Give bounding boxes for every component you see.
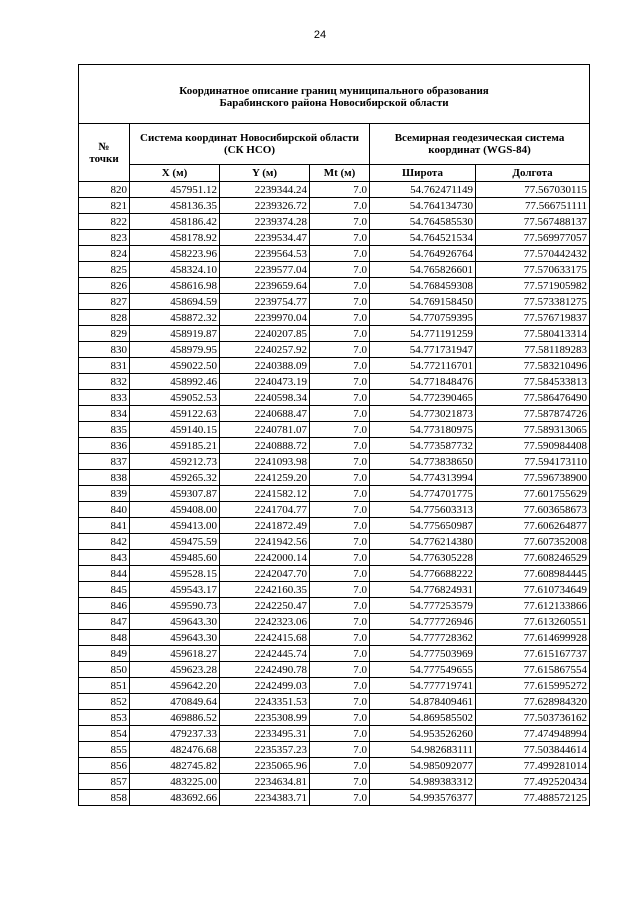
x-cell: 459265.32 [130, 470, 220, 486]
x-cell: 459212.73 [130, 454, 220, 470]
longitude-cell: 77.603658673 [476, 502, 590, 518]
longitude-cell: 77.499281014 [476, 758, 590, 774]
table-row [79, 262, 590, 278]
mt-cell: 7.0 [310, 182, 370, 198]
mt-cell: 7.0 [310, 742, 370, 758]
table-row [79, 662, 590, 678]
mt-cell: 7.0 [310, 454, 370, 470]
longitude-cell: 77.615995272 [476, 678, 590, 694]
latitude-cell: 54.774701775 [370, 486, 476, 502]
point-number-cell: 833 [79, 390, 130, 406]
x-cell: 459528.15 [130, 566, 220, 582]
table-body [79, 182, 590, 806]
mt-cell: 7.0 [310, 422, 370, 438]
x-cell: 459643.30 [130, 614, 220, 630]
latitude-cell: 54.771731947 [370, 342, 476, 358]
table-row [79, 502, 590, 518]
longitude-cell: 77.615867554 [476, 662, 590, 678]
table-row [79, 390, 590, 406]
longitude-cell: 77.573381275 [476, 294, 590, 310]
mt-cell: 7.0 [310, 198, 370, 214]
latitude-cell: 54.771191259 [370, 326, 476, 342]
longitude-cell: 77.594173110 [476, 454, 590, 470]
longitude-cell: 77.608246529 [476, 550, 590, 566]
x-cell: 479237.33 [130, 726, 220, 742]
mt-cell: 7.0 [310, 614, 370, 630]
longitude-cell: 77.566751111 [476, 198, 590, 214]
table-row [79, 710, 590, 726]
point-number-cell: 825 [79, 262, 130, 278]
point-number-cell: 821 [79, 198, 130, 214]
y-cell: 2240888.72 [220, 438, 310, 454]
table-row [79, 758, 590, 774]
y-cell: 2240781.07 [220, 422, 310, 438]
x-cell: 459485.60 [130, 550, 220, 566]
table-row [79, 310, 590, 326]
longitude-cell: 77.608984445 [476, 566, 590, 582]
point-number-cell: 847 [79, 614, 130, 630]
latitude-cell: 54.982683111 [370, 742, 476, 758]
longitude-cell: 77.492520434 [476, 774, 590, 790]
x-cell: 482476.68 [130, 742, 220, 758]
mt-cell: 7.0 [310, 278, 370, 294]
mt-cell: 7.0 [310, 294, 370, 310]
table-title-line1: Координатное описание границ муниципального образования [179, 85, 489, 97]
latitude-cell: 54.776305228 [370, 550, 476, 566]
mt-cell: 7.0 [310, 678, 370, 694]
table-row [79, 678, 590, 694]
x-cell: 483225.00 [130, 774, 220, 790]
mt-cell: 7.0 [310, 246, 370, 262]
mt-cell: 7.0 [310, 374, 370, 390]
y-cell: 2234383.71 [220, 790, 310, 806]
table-row [79, 486, 590, 502]
mt-cell: 7.0 [310, 534, 370, 550]
y-cell: 2239970.04 [220, 310, 310, 326]
latitude-cell: 54.777728362 [370, 630, 476, 646]
table-row [79, 230, 590, 246]
y-cell: 2239659.64 [220, 278, 310, 294]
x-cell: 470849.64 [130, 694, 220, 710]
point-number-cell: 843 [79, 550, 130, 566]
longitude-cell: 77.628984320 [476, 694, 590, 710]
latitude-cell: 54.776688222 [370, 566, 476, 582]
latitude-cell: 54.772116701 [370, 358, 476, 374]
page-number: 24 [313, 29, 327, 41]
latitude-cell: 54.993576377 [370, 790, 476, 806]
latitude-cell: 54.777253579 [370, 598, 476, 614]
point-number-cell: 836 [79, 438, 130, 454]
point-number-cell: 850 [79, 662, 130, 678]
longitude-cell: 77.586476490 [476, 390, 590, 406]
y-cell: 2241872.49 [220, 518, 310, 534]
longitude-cell: 77.570633175 [476, 262, 590, 278]
table-row [79, 278, 590, 294]
x-cell: 459413.00 [130, 518, 220, 534]
latitude-cell: 54.764521534 [370, 230, 476, 246]
point-number-cell: 838 [79, 470, 130, 486]
point-number-cell: 839 [79, 486, 130, 502]
x-cell: 459122.63 [130, 406, 220, 422]
x-cell: 458694.59 [130, 294, 220, 310]
point-number-cell: 856 [79, 758, 130, 774]
latitude-cell: 54.869585502 [370, 710, 476, 726]
mt-cell: 7.0 [310, 550, 370, 566]
longitude-cell: 77.503736162 [476, 710, 590, 726]
y-cell: 2235308.99 [220, 710, 310, 726]
longitude-column-header: Долгота [476, 165, 590, 182]
y-cell: 2240257.92 [220, 342, 310, 358]
y-cell: 2243351.53 [220, 694, 310, 710]
y-cell: 2235357.23 [220, 742, 310, 758]
point-number-cell: 830 [79, 342, 130, 358]
longitude-cell: 77.601755629 [476, 486, 590, 502]
x-cell: 458178.92 [130, 230, 220, 246]
y-cell: 2242415.68 [220, 630, 310, 646]
y-cell: 2242499.03 [220, 678, 310, 694]
y-cell: 2240388.09 [220, 358, 310, 374]
point-number-cell: 842 [79, 534, 130, 550]
table-row [79, 534, 590, 550]
table-row [79, 774, 590, 790]
mt-cell: 7.0 [310, 726, 370, 742]
y-cell: 2239534.47 [220, 230, 310, 246]
longitude-cell: 77.596738900 [476, 470, 590, 486]
point-number-cell: 853 [79, 710, 130, 726]
latitude-cell: 54.775603313 [370, 502, 476, 518]
y-cell: 2241582.12 [220, 486, 310, 502]
mt-cell: 7.0 [310, 406, 370, 422]
latitude-cell: 54.777726946 [370, 614, 476, 630]
y-cell: 2235065.96 [220, 758, 310, 774]
longitude-cell: 77.606264877 [476, 518, 590, 534]
y-cell: 2241942.56 [220, 534, 310, 550]
point-number-cell: 835 [79, 422, 130, 438]
table-row [79, 550, 590, 566]
x-cell: 459022.50 [130, 358, 220, 374]
table-row [79, 694, 590, 710]
y-cell: 2239374.28 [220, 214, 310, 230]
point-number-cell: 837 [79, 454, 130, 470]
longitude-cell: 77.590984408 [476, 438, 590, 454]
mt-cell: 7.0 [310, 694, 370, 710]
longitude-cell: 77.569977057 [476, 230, 590, 246]
y-column-header: Y (м) [220, 165, 310, 182]
longitude-cell: 77.567488137 [476, 214, 590, 230]
point-number-cell: 852 [79, 694, 130, 710]
latitude-cell: 54.985092077 [370, 758, 476, 774]
table-row [79, 630, 590, 646]
table-title [79, 65, 590, 124]
mt-cell: 7.0 [310, 646, 370, 662]
table-row [79, 182, 590, 198]
wgs-system-header: Всемирная геодезическая система координат (WGS-84) [370, 124, 590, 165]
point-number-cell: 849 [79, 646, 130, 662]
table-row [79, 742, 590, 758]
longitude-cell: 77.576719837 [476, 310, 590, 326]
mt-cell: 7.0 [310, 438, 370, 454]
mt-cell: 7.0 [310, 582, 370, 598]
table-row [79, 326, 590, 342]
x-cell: 459643.30 [130, 630, 220, 646]
nso-system-header: Система координат Новосибирской области (СК НСО) [130, 124, 370, 165]
x-cell: 459408.00 [130, 502, 220, 518]
longitude-cell: 77.571905982 [476, 278, 590, 294]
latitude-cell: 54.772390465 [370, 390, 476, 406]
table-row [79, 342, 590, 358]
longitude-cell: 77.581189283 [476, 342, 590, 358]
point-number-sign: № [98, 140, 110, 153]
x-cell: 459543.17 [130, 582, 220, 598]
longitude-cell: 77.613260551 [476, 614, 590, 630]
x-cell: 469886.52 [130, 710, 220, 726]
point-number-cell: 855 [79, 742, 130, 758]
mt-cell: 7.0 [310, 662, 370, 678]
latitude-cell: 54.768459308 [370, 278, 476, 294]
y-cell: 2242445.74 [220, 646, 310, 662]
table-title-line2: Барабинского района Новосибирской области [219, 97, 449, 109]
latitude-cell: 54.774313994 [370, 470, 476, 486]
table-row [79, 422, 590, 438]
mt-cell: 7.0 [310, 758, 370, 774]
mt-cell: 7.0 [310, 502, 370, 518]
y-cell: 2242250.47 [220, 598, 310, 614]
x-cell: 458992.46 [130, 374, 220, 390]
x-cell: 458919.87 [130, 326, 220, 342]
latitude-cell: 54.775650987 [370, 518, 476, 534]
longitude-cell: 77.584533813 [476, 374, 590, 390]
point-number-cell: 822 [79, 214, 130, 230]
y-cell: 2242160.35 [220, 582, 310, 598]
y-cell: 2240688.47 [220, 406, 310, 422]
longitude-cell: 77.614699928 [476, 630, 590, 646]
mt-cell: 7.0 [310, 774, 370, 790]
latitude-column-header: Широта [370, 165, 476, 182]
mt-cell: 7.0 [310, 598, 370, 614]
y-cell: 2239754.77 [220, 294, 310, 310]
mt-cell: 7.0 [310, 710, 370, 726]
latitude-cell: 54.878409461 [370, 694, 476, 710]
mt-cell: 7.0 [310, 214, 370, 230]
point-number-cell: 828 [79, 310, 130, 326]
longitude-cell: 77.580413314 [476, 326, 590, 342]
table-row [79, 582, 590, 598]
table-row [79, 790, 590, 806]
coordinates-table [78, 64, 590, 806]
x-cell: 482745.82 [130, 758, 220, 774]
latitude-cell: 54.771848476 [370, 374, 476, 390]
x-cell: 459052.53 [130, 390, 220, 406]
longitude-cell: 77.503844614 [476, 742, 590, 758]
latitude-cell: 54.773021873 [370, 406, 476, 422]
mt-cell: 7.0 [310, 390, 370, 406]
mt-cell: 7.0 [310, 230, 370, 246]
latitude-cell: 54.762471149 [370, 182, 476, 198]
longitude-cell: 77.607352008 [476, 534, 590, 550]
table-row [79, 246, 590, 262]
table-row [79, 358, 590, 374]
latitude-cell: 54.773838650 [370, 454, 476, 470]
latitude-cell: 54.777549655 [370, 662, 476, 678]
x-cell: 458872.32 [130, 310, 220, 326]
table-row [79, 614, 590, 630]
y-cell: 2239564.53 [220, 246, 310, 262]
x-cell: 458136.35 [130, 198, 220, 214]
point-number-cell: 827 [79, 294, 130, 310]
y-cell: 2242047.70 [220, 566, 310, 582]
x-cell: 459307.87 [130, 486, 220, 502]
y-cell: 2240473.19 [220, 374, 310, 390]
table-row [79, 214, 590, 230]
point-number-cell: 851 [79, 678, 130, 694]
point-number-cell: 854 [79, 726, 130, 742]
table-row [79, 438, 590, 454]
x-cell: 459642.20 [130, 678, 220, 694]
point-number-cell: 820 [79, 182, 130, 198]
x-cell: 459475.59 [130, 534, 220, 550]
longitude-cell: 77.587874726 [476, 406, 590, 422]
y-cell: 2242490.78 [220, 662, 310, 678]
latitude-cell: 54.773587732 [370, 438, 476, 454]
x-cell: 458979.95 [130, 342, 220, 358]
latitude-cell: 54.765826601 [370, 262, 476, 278]
mt-cell: 7.0 [310, 518, 370, 534]
table-row [79, 646, 590, 662]
latitude-cell: 54.989383312 [370, 774, 476, 790]
latitude-cell: 54.773180975 [370, 422, 476, 438]
point-number-cell: 844 [79, 566, 130, 582]
y-cell: 2239344.24 [220, 182, 310, 198]
point-number-cell: 845 [79, 582, 130, 598]
point-number-cell: 858 [79, 790, 130, 806]
y-cell: 2241704.77 [220, 502, 310, 518]
y-cell: 2239577.04 [220, 262, 310, 278]
x-cell: 458324.10 [130, 262, 220, 278]
latitude-cell: 54.953526260 [370, 726, 476, 742]
table-row [79, 566, 590, 582]
mt-cell: 7.0 [310, 358, 370, 374]
mt-cell: 7.0 [310, 342, 370, 358]
point-number-cell: 841 [79, 518, 130, 534]
x-cell: 457951.12 [130, 182, 220, 198]
x-cell: 458223.96 [130, 246, 220, 262]
longitude-cell: 77.583210496 [476, 358, 590, 374]
table-row [79, 294, 590, 310]
latitude-cell: 54.770759395 [370, 310, 476, 326]
y-cell: 2242323.06 [220, 614, 310, 630]
latitude-cell: 54.764585530 [370, 214, 476, 230]
y-cell: 2242000.14 [220, 550, 310, 566]
y-cell: 2240207.85 [220, 326, 310, 342]
mt-cell: 7.0 [310, 486, 370, 502]
mt-cell: 7.0 [310, 630, 370, 646]
table-row [79, 598, 590, 614]
table-row [79, 406, 590, 422]
point-number-cell: 826 [79, 278, 130, 294]
y-cell: 2240598.34 [220, 390, 310, 406]
longitude-cell: 77.570442432 [476, 246, 590, 262]
latitude-cell: 54.764134730 [370, 198, 476, 214]
point-number-cell: 857 [79, 774, 130, 790]
y-cell: 2241093.98 [220, 454, 310, 470]
mt-cell: 7.0 [310, 790, 370, 806]
point-number-cell: 832 [79, 374, 130, 390]
mt-cell: 7.0 [310, 310, 370, 326]
point-number-cell: 834 [79, 406, 130, 422]
point-number-cell: 829 [79, 326, 130, 342]
point-number-label: точки [89, 152, 119, 165]
table-row [79, 518, 590, 534]
table-row [79, 470, 590, 486]
y-cell: 2234634.81 [220, 774, 310, 790]
mt-cell: 7.0 [310, 470, 370, 486]
longitude-cell: 77.567030115 [476, 182, 590, 198]
latitude-cell: 54.769158450 [370, 294, 476, 310]
latitude-cell: 54.777719741 [370, 678, 476, 694]
y-cell: 2239326.72 [220, 198, 310, 214]
y-cell: 2241259.20 [220, 470, 310, 486]
table-row [79, 726, 590, 742]
x-cell: 459618.27 [130, 646, 220, 662]
mt-cell: 7.0 [310, 262, 370, 278]
mt-cell: 7.0 [310, 326, 370, 342]
longitude-cell: 77.612133866 [476, 598, 590, 614]
x-cell: 458616.98 [130, 278, 220, 294]
table-row [79, 198, 590, 214]
point-number-header [79, 124, 130, 182]
latitude-cell: 54.776824931 [370, 582, 476, 598]
x-cell: 459185.21 [130, 438, 220, 454]
point-number-cell: 846 [79, 598, 130, 614]
point-number-cell: 831 [79, 358, 130, 374]
longitude-cell: 77.589313065 [476, 422, 590, 438]
latitude-cell: 54.777503969 [370, 646, 476, 662]
point-number-cell: 824 [79, 246, 130, 262]
x-cell: 459140.15 [130, 422, 220, 438]
mt-cell: 7.0 [310, 566, 370, 582]
latitude-cell: 54.776214380 [370, 534, 476, 550]
x-column-header: X (м) [130, 165, 220, 182]
x-cell: 459623.28 [130, 662, 220, 678]
point-number-cell: 823 [79, 230, 130, 246]
longitude-cell: 77.610734649 [476, 582, 590, 598]
table-row [79, 374, 590, 390]
x-cell: 459590.73 [130, 598, 220, 614]
longitude-cell: 77.488572125 [476, 790, 590, 806]
table-row [79, 454, 590, 470]
longitude-cell: 77.615167737 [476, 646, 590, 662]
latitude-cell: 54.764926764 [370, 246, 476, 262]
mt-column-header: Mt (м) [310, 165, 370, 182]
longitude-cell: 77.474948994 [476, 726, 590, 742]
x-cell: 483692.66 [130, 790, 220, 806]
y-cell: 2233495.31 [220, 726, 310, 742]
point-number-cell: 848 [79, 630, 130, 646]
x-cell: 458186.42 [130, 214, 220, 230]
point-number-cell: 840 [79, 502, 130, 518]
